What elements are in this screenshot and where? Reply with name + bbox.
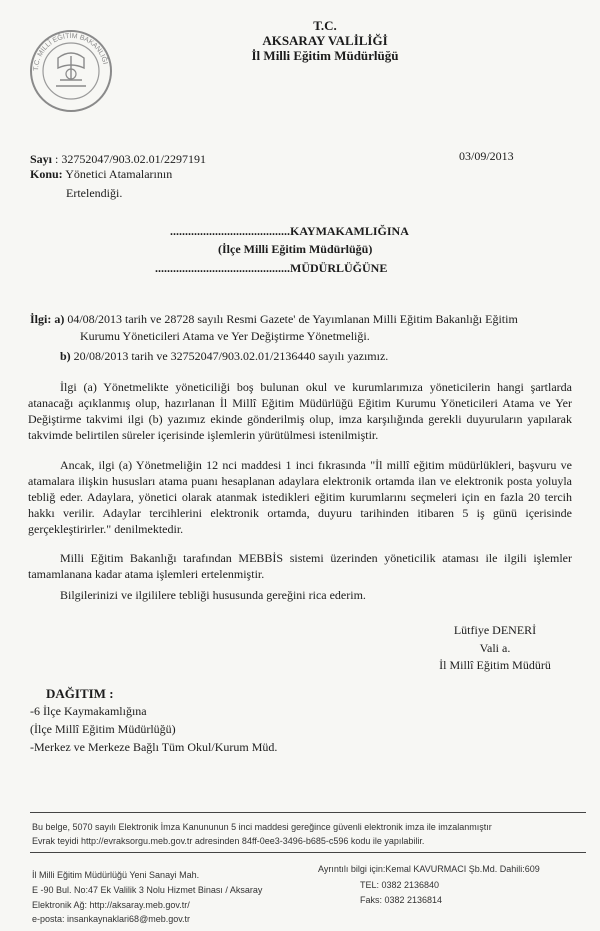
footer-contact-3: Faks: 0382 2136814 bbox=[360, 895, 443, 905]
svg-text:T.C. MİLLÎ EĞİTİM BAKANLIĞI: T.C. MİLLÎ EĞİTİM BAKANLIĞI bbox=[32, 32, 109, 72]
body-paragraph-3: Milli Eğitim Bakanlığı tarafından MEBBİS sistemi üzerinden yöneticilik ataması ile ilgili işlemler tamamlanana kadar atama işlemleri ertelenmiştir. bbox=[28, 551, 572, 581]
addressee-mudurluk: MÜDÜRLÜĞÜNE bbox=[290, 261, 388, 275]
signature-title1: Vali a. bbox=[479, 641, 511, 655]
ilgi-b bbox=[60, 349, 388, 364]
footer-address-3: Elektronik Ağ: http://aksaray.meb.gov.tr/ bbox=[32, 900, 190, 910]
footer-address-2: E -90 Bul. No:47 Ek Valilik 3 Nolu Hizmet Binası / Aksaray bbox=[32, 885, 263, 895]
footer-contact-1: Ayrıntılı bilgi için:Kemal KAVURMACI Şb.Md. Dahili:609 bbox=[318, 864, 540, 874]
ilgi-a bbox=[30, 312, 575, 327]
addressee-kaymakamlik: KAYMAKAMLIĞINA bbox=[290, 224, 409, 238]
signature-name: Lütfiye DENERİ bbox=[453, 623, 537, 637]
footer-contact-2: TEL: 0382 2136840 bbox=[360, 880, 440, 890]
sayi-row bbox=[30, 152, 206, 167]
body-paragraph-2: Ancak, ilgi (a) Yönetmeliğin 12 nci maddesi 1 inci fıkrasında "İl millî eğitim müdürlükleri, başvuru ve atamalara ilişkin hususları atama puanı hesaplanan adaylara elektronik ortamda ilan ve elektronik posta yoluyla tebliğ eder. Adaylara, yönetici olarak atanmak istedikleri eğitim kurumlarını seçmeleri için en fazla 20 tercih hakkı verilir. Adaylar tercihlerini elektronik ortamda, duyuru tarihinden itibaren 5 iş günü içerisinde gerçekleştirirler." denilmektedir. bbox=[28, 458, 572, 536]
distribution-heading: DAĞITIM : bbox=[46, 686, 114, 701]
header-mudurluk: İl Milli Eğitim Müdürlüğü bbox=[251, 48, 399, 63]
header-valilik: AKSARAY VALİLİĞİ bbox=[262, 33, 388, 48]
footer-esign-line1: Bu belge, 5070 sayılı Elektronik İmza Kanununun 5 inci maddesi gereğince güvenli elektronik imza ile imzalanmıştır bbox=[32, 822, 492, 832]
distribution-line1: -6 İlçe Kaymakamlığına bbox=[30, 704, 147, 718]
addressee-line2: (İlçe Milli Eğitim Müdürlüğü) bbox=[218, 242, 373, 256]
sayi-label: Sayı bbox=[30, 152, 53, 166]
addressee-line3 bbox=[155, 260, 387, 276]
konu-line2: Ertelendiği. bbox=[66, 186, 123, 200]
konu-row bbox=[30, 167, 172, 182]
footer-address-1: İl Milli Eğitim Müdürlüğü Yeni Sanayi Mah. bbox=[32, 870, 200, 880]
body-paragraph-4: Bilgilerinizi ve ilgililere tebliği hususunda gereğini rica ederim. bbox=[60, 588, 366, 602]
konu-line1: Yönetici Atamalarının bbox=[65, 167, 173, 181]
sayi-value: : 32752047/903.02.01/2297191 bbox=[55, 152, 207, 166]
document-date: 03/09/2013 bbox=[459, 149, 514, 163]
addressee-dots1: ........................................ bbox=[170, 224, 290, 238]
footer-divider-mid bbox=[30, 852, 586, 853]
ilgi-b-label: b) bbox=[60, 349, 71, 363]
footer-address-4: e-posta: insankaynaklari68@meb.gov.tr bbox=[32, 914, 191, 924]
footer-esign-line2: Evrak teyidi http://evraksorgu.meb.gov.tr adresinden 84ff-0ee3-3496-b685-c596 kodu ile yapılabilir. bbox=[32, 836, 425, 846]
signature-title2: İl Millî Eğitim Müdürü bbox=[439, 658, 551, 672]
distribution-line3: -Merkez ve Merkeze Bağlı Tüm Okul/Kurum Müd. bbox=[30, 740, 278, 754]
ilgi-label: İlgi: a) bbox=[30, 312, 65, 326]
header-tc: T.C. bbox=[313, 18, 337, 33]
body-paragraph-1: İlgi (a) Yönetmelikte yöneticiliği boş bulunan okul ve kurumlarımıza yöneticilerin hangi şartlarda atanacağı açıklanmış olup, hazırlanan İl Millî Eğitim Müdürlüğü Eğitim Kurumu Yöneticileri Atama ve Yer Değiştirme takvimi ilgi (b) yazımız ekinde gönderilmiş olup, imza karşılığında gerekli duyuruların yapılarak takvimde belirtilen süreler içerisinde işlemlerin yürütülmesi istenilmiştir. bbox=[28, 380, 572, 442]
addressee-line1 bbox=[170, 223, 409, 239]
ilgi-b-line: 20/08/2013 tarih ve 32752047/903.02.01/2136440 sayılı yazımız. bbox=[73, 349, 389, 363]
distribution-line2: (İlçe Millî Eğitim Müdürlüğü) bbox=[30, 722, 176, 736]
ilgi-a-line2: Kurumu Yöneticileri Atama ve Yer Değiştirme Yönetmeliği. bbox=[80, 329, 370, 343]
footer-divider-top bbox=[30, 812, 586, 813]
addressee-dots3: ............................................. bbox=[155, 261, 290, 275]
ilgi-a-line1: 04/08/2013 tarih ve 28728 sayılı Resmi Gazete' de Yayımlanan Milli Eğitim Bakanlığı Eğitim bbox=[67, 312, 518, 326]
konu-label: Konu: bbox=[30, 167, 63, 181]
